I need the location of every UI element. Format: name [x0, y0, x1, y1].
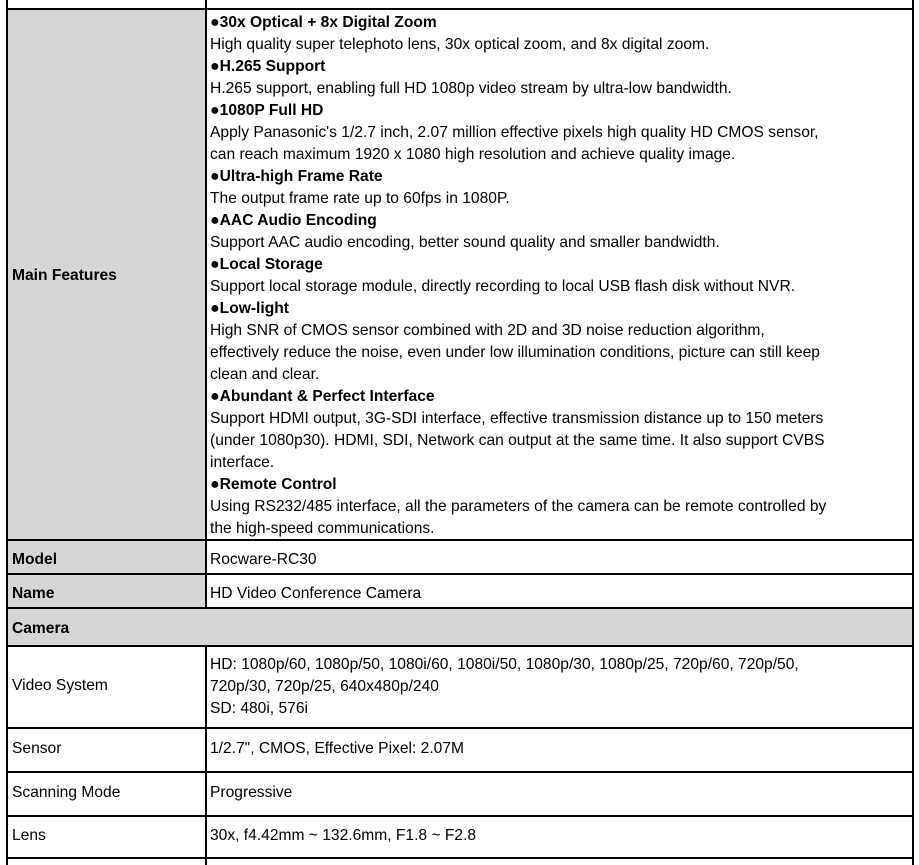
row-border [6, 857, 914, 859]
feature-description-line: interface. [210, 454, 275, 471]
model-value: Rocware-RC30 [210, 551, 317, 568]
video-system-line: 720p/30, 720p/25, 640x480p/240 [210, 678, 439, 695]
row-border [6, 607, 914, 609]
feature-heading-text: Low-light [219, 300, 289, 317]
row-border [6, 645, 914, 647]
feature-description-line: the high-speed communications. [210, 520, 435, 537]
feature-heading-text: Remote Control [219, 476, 337, 493]
bullet-icon: ● [210, 168, 220, 185]
video-system-label: Video System [12, 677, 108, 694]
bullet-icon: ● [210, 300, 220, 317]
video-system-line: HD: 1080p/60, 1080p/50, 1080i/60, 1080i/50, 1080p/30, 1080p/25, 720p/60, 720p/50, [210, 656, 799, 673]
feature-heading [210, 254, 826, 276]
sensor-label: Sensor [12, 740, 62, 757]
feature-heading-text: 30x Optical + 8x Digital Zoom [219, 14, 437, 31]
table-right-border [912, 0, 914, 865]
feature-description-line: High SNR of CMOS sensor combined with 2D and 3D noise reduction algorithm, [210, 322, 765, 339]
name-value: HD Video Conference Camera [210, 585, 422, 602]
bullet-icon: ● [210, 14, 220, 31]
feature-heading [210, 210, 826, 232]
model-label: Model [12, 551, 58, 568]
column-divider [205, 0, 207, 609]
feature-description-line: can reach maximum 1920 x 1080 high resolution and achieve quality image. [210, 146, 736, 163]
column-divider [205, 645, 207, 865]
table-left-border [6, 0, 8, 865]
feature-description-line: The output frame rate up to 60fps in 1080P. [210, 190, 510, 207]
bullet-icon: ● [210, 102, 220, 119]
feature-heading-text: Local Storage [219, 256, 323, 273]
feature-heading [210, 56, 826, 78]
bullet-icon: ● [210, 58, 220, 75]
row-border [6, 727, 914, 729]
feature-heading [210, 12, 826, 34]
row-border [6, 771, 914, 773]
bullet-icon: ● [210, 212, 220, 229]
feature-description-line: clean and clear. [210, 366, 320, 383]
feature-heading-text: AAC Audio Encoding [219, 212, 377, 229]
main-features-label: Main Features [12, 267, 117, 284]
feature-description-line: High quality super telephoto lens, 30x optical zoom, and 8x digital zoom. [210, 36, 710, 53]
feature-heading-text: Abundant & Perfect Interface [219, 388, 435, 405]
main-features-list [210, 12, 826, 540]
lens-value: 30x, f4.42mm ~ 132.6mm, F1.8 ~ F2.8 [210, 827, 477, 844]
feature-description-line: Support AAC audio encoding, better sound quality and smaller bandwidth. [210, 234, 720, 251]
video-system-value [210, 654, 799, 720]
feature-heading-text: 1080P Full HD [219, 102, 324, 119]
feature-description-line: Using RS232/485 interface, all the parameters of the camera can be remote controlled by [210, 498, 827, 515]
camera-section-heading: Camera [12, 620, 70, 637]
feature-description-line: Support local storage module, directly recording to local USB flash disk without NVR. [210, 278, 796, 295]
feature-description-line: effectively reduce the noise, even under low illumination conditions, picture can still keep [210, 344, 820, 361]
lens-label: Lens [12, 827, 46, 844]
feature-description-line: H.265 support, enabling full HD 1080p video stream by ultra-low bandwidth. [210, 80, 732, 97]
bullet-icon: ● [210, 256, 220, 273]
sensor-value: 1/2.7", CMOS, Effective Pixel: 2.07M [210, 740, 464, 757]
feature-heading-text: Ultra-high Frame Rate [219, 168, 383, 185]
feature-heading [210, 298, 826, 320]
feature-heading [210, 386, 826, 408]
feature-heading [210, 474, 826, 496]
feature-heading-text: H.265 Support [219, 58, 326, 75]
scanning-mode-value: Progressive [210, 784, 293, 801]
bullet-icon: ● [210, 476, 220, 493]
scanning-mode-label: Scanning Mode [12, 784, 121, 801]
feature-heading [210, 100, 826, 122]
name-label: Name [12, 585, 55, 602]
row-border [6, 8, 914, 10]
bullet-icon: ● [210, 388, 220, 405]
feature-description-line: Apply Panasonic's 1/2.7 inch, 2.07 million effective pixels high quality HD CMOS sensor, [210, 124, 819, 141]
row-border [6, 573, 914, 575]
row-border [6, 815, 914, 817]
feature-heading [210, 166, 826, 188]
video-system-line: SD: 480i, 576i [210, 700, 308, 717]
feature-description-line: (under 1080p30). HDMI, SDI, Network can output at the same time. It also support CVBS [210, 432, 825, 449]
feature-description-line: Support HDMI output, 3G-SDI interface, effective transmission distance up to 150 meters [210, 410, 824, 427]
camera-section-bg [8, 609, 912, 645]
